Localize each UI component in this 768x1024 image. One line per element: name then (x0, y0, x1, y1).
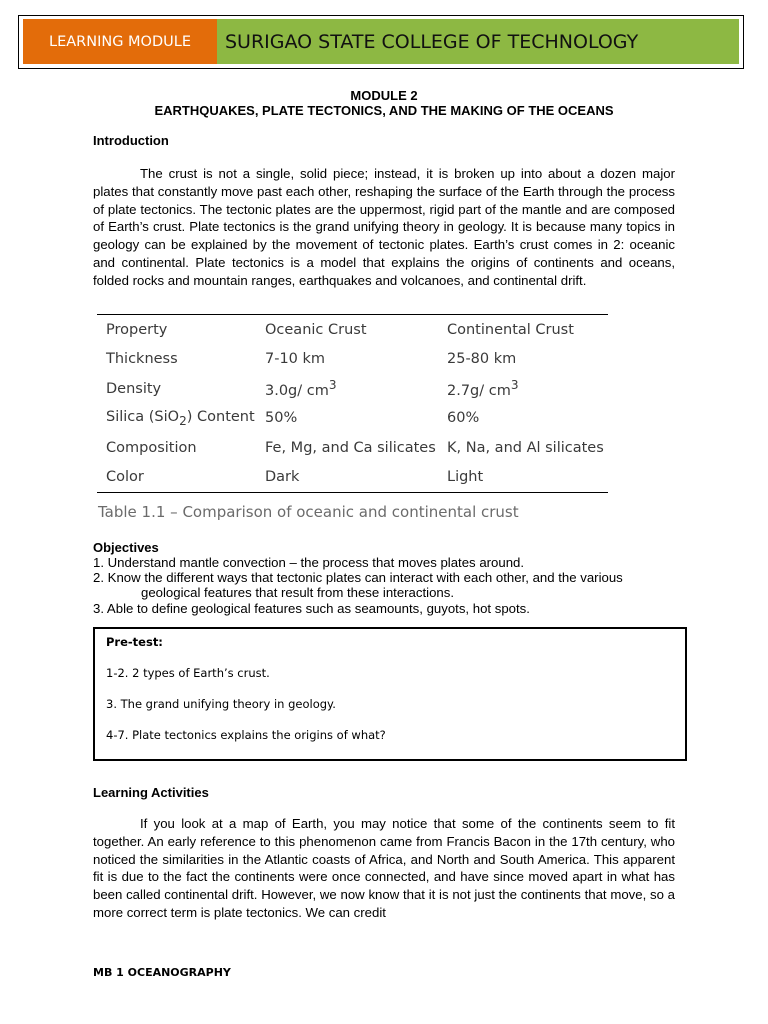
pretest-item: 1-2. 2 types of Earth’s crust. (106, 666, 270, 680)
learning-module-label: LEARNING MODULE (23, 19, 217, 64)
table-row (97, 433, 608, 463)
superscript: 3 (328, 378, 337, 393)
college-name: SURIGAO STATE COLLEGE OF TECHNOLOGY (217, 19, 739, 64)
oceanic-cell: Dark (265, 469, 300, 486)
continental-cell: K, Na, and Al silicates (447, 439, 604, 456)
pretest-item: 3. The grand unifying theory in geology. (106, 697, 336, 711)
table-caption: Table 1.1 – Comparison of oceanic and continental crust (98, 503, 519, 521)
objectives-list (93, 555, 675, 616)
list-item: 1. Understand mantle convection – the process that moves plates around. (93, 555, 525, 570)
table-header-row (97, 315, 608, 345)
module-title: EARTHQUAKES, PLATE TECTONICS, AND THE MAKING OF THE OCEANS (154, 103, 614, 118)
continental-cell: 60% (447, 410, 480, 427)
introduction-paragraph: The crust is not a single, solid piece; instead, it is broken up into about a dozen major plates that constantly move past each other, reshaping the surface of the Earth through the process of plate tectonics. The tectonic plates are the uppermost, rigid part of the mantle and are composed of Earth’s crust. Plate tectonics is the grand unifying theory in geology. It is because many topics in geology can be explained by the movement of tectonic plates. Earth’s crust comes in 2: oceanic and continental. Plate tectonics is a model that explains the origins of continents and oceans, folded rocks and mountain ranges, earthquakes and volcanoes, and continental drift. (93, 166, 675, 288)
oceanic-cell: Fe, Mg, and Ca silicates (265, 439, 436, 456)
header-continental: Continental Crust (447, 321, 574, 338)
silica-label-pre: Silica (SiO (106, 408, 180, 425)
pretest-box (93, 627, 687, 761)
oceanic-cell: 7-10 km (265, 351, 326, 368)
header-oceanic: Oceanic Crust (265, 321, 367, 338)
introduction-heading: Introduction (93, 133, 169, 148)
oceanic-density: 3.0g/ cm (265, 383, 329, 400)
continental-cell (438, 374, 608, 404)
header-property: Property (106, 321, 168, 338)
property-cell (97, 404, 256, 434)
property-cell: Density (106, 380, 162, 397)
table-row (97, 404, 608, 434)
property-cell: Thickness (106, 351, 178, 368)
objectives-heading: Objectives (93, 540, 159, 555)
property-cell: Composition (106, 439, 197, 456)
table-row (97, 345, 608, 375)
module-number: MODULE 2 (350, 88, 418, 103)
property-cell: Color (106, 469, 144, 486)
footer-label: MB 1 OCEANOGRAPHY (93, 966, 231, 979)
table-row (97, 374, 608, 404)
superscript: 3 (510, 378, 519, 393)
objective-continuation: geological features that result from these interactions. (141, 585, 455, 601)
oceanic-cell: 50% (265, 410, 298, 427)
learning-activities-paragraph: If you look at a map of Earth, you may notice that some of the continents seem to fit together. An early reference to this phenomenon came from Francis Bacon in the 17th century, who noticed the similarities in the Atlantic coasts of Africa, and North and South America. This apparent fit is due to the fact the continents were once connected, and have since moved apart in what has been called continental drift. However, we now know that it is not just the continents that move, so a more correct term is plate tectonics. We can credit (93, 816, 675, 920)
continental-cell: 25-80 km (447, 351, 517, 368)
oceanic-cell (256, 374, 438, 404)
pretest-item: 4-7. Plate tectonics explains the origins of what? (106, 728, 386, 742)
list-item (93, 570, 675, 600)
silica-label-post: ) Content (186, 408, 255, 425)
learning-activities-heading: Learning Activities (93, 785, 209, 800)
module-header (18, 15, 744, 69)
table-row (97, 463, 608, 493)
list-item: 3. Able to define geological features such as seamounts, guyots, hot spots. (93, 600, 530, 616)
continental-cell: Light (447, 469, 484, 486)
continental-density: 2.7g/ cm (447, 383, 511, 400)
objective-text: 2. Know the different ways that tectonic plates can interact with each other, and the various (93, 570, 623, 586)
subscript: 2 (179, 413, 187, 428)
module-title-block (0, 88, 768, 118)
crust-comparison-table (97, 314, 608, 493)
pretest-title: Pre-test: (106, 635, 163, 649)
